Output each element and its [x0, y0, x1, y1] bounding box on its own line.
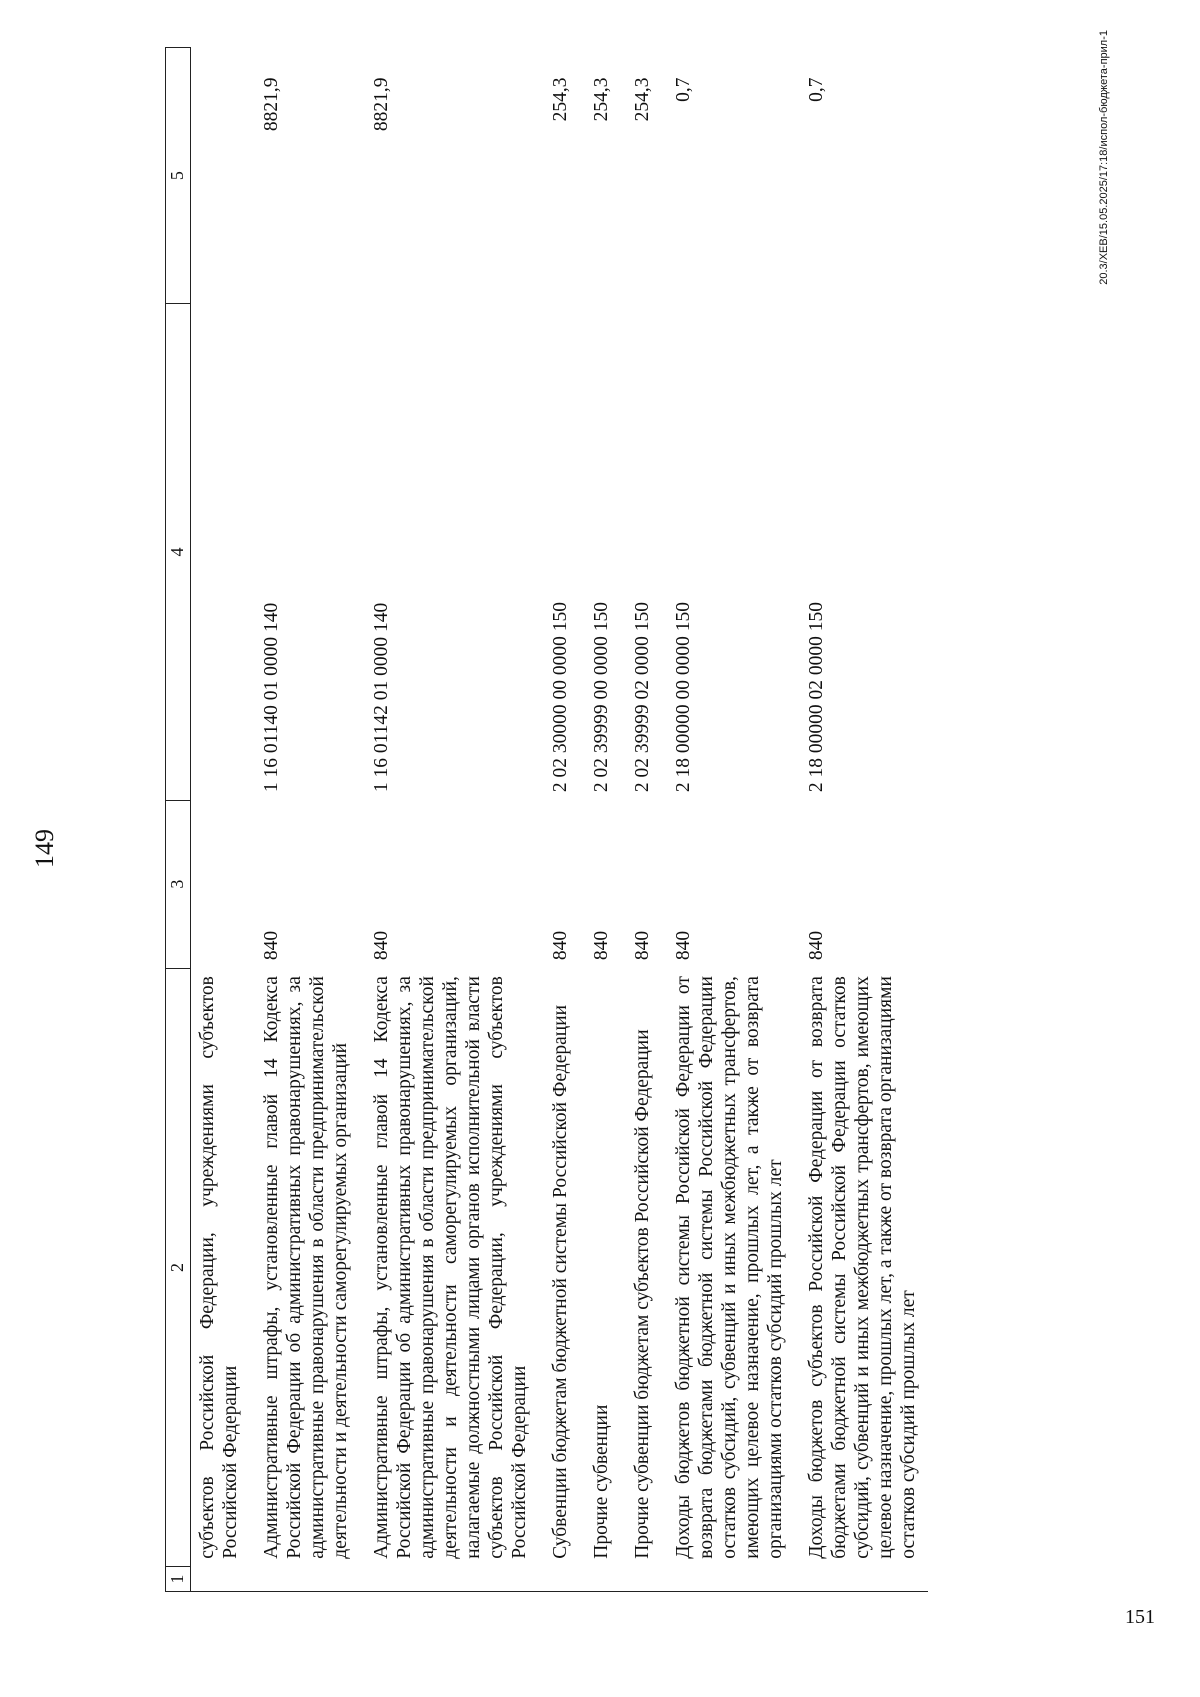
header-col-1: 1 — [166, 1567, 191, 1592]
table-row — [795, 48, 928, 1592]
row-admin: 840 — [673, 930, 694, 961]
row-code: 2 18 00000 00 0000 150 — [673, 602, 694, 793]
row-value — [191, 48, 251, 304]
row-admin: 840 — [806, 930, 827, 961]
table-row — [360, 48, 539, 1592]
row-value: 0,7 — [673, 77, 694, 102]
table-row — [621, 48, 662, 1592]
header-col-4: 4 — [166, 304, 191, 800]
table-row — [580, 48, 621, 1592]
row-admin: 840 — [632, 930, 653, 961]
row-value: 8821,9 — [261, 77, 282, 132]
row-name: Доходы бюджетов бюджетной системы Российской Федерации от возврата бюджетами бюджетной системы Российской Федерации остатков субсидий, субвенций и иных межбюджетных трансфертов, имеющих целевое назначение, прошлых лет, а также от возврата организациями остатков субсидий прошлых лет — [673, 976, 786, 1559]
header-col-3: 3 — [166, 800, 191, 968]
row-admin: 840 — [550, 930, 571, 961]
row-value: 254,3 — [550, 77, 571, 122]
document-stamp: 20.3/XEB/15.05.2025/17:18/испол-бюджета-прил-1 — [1098, 30, 1110, 285]
row-name: Административные штрафы, установленные главой 14 Кодекса Российской Федерации об административных правонарушениях, за административные правонарушения в области предпринимательской деятельности и деятельности саморегулируемых организаций, налагаемые должностными лицами органов исполнительной власти субъектов Российской Федерации, учреждениями субъектов Российской Федерации — [371, 976, 530, 1559]
row-name: Доходы бюджетов субъектов Российской Федерации от возврата бюджетами бюджетной системы Российской Федерации остатков субсидий, субвенций и иных межбюджетных трансфертов, имеющих целевое назначение, прошлых лет, а также от возврата организациями остатков субсидий прошлых лет — [806, 976, 919, 1559]
row-name: Прочие субвенции — [591, 1404, 612, 1559]
row-name: Административные штрафы, установленные главой 14 Кодекса Российской Федерации об административных правонарушениях, за административные правонарушения в области предпринимательской деятельности и деятельности саморегулируемых организаций — [261, 976, 351, 1559]
row-value: 254,3 — [591, 77, 612, 122]
header-col-5: 5 — [166, 48, 191, 304]
row-admin — [191, 800, 251, 968]
row-code: 2 18 00000 02 0000 150 — [806, 602, 827, 793]
row-name: субъектов Российской Федерации, учреждениями субъектов Российской Федерации — [197, 976, 241, 1559]
page-number-bottom: 151 — [1125, 1606, 1155, 1628]
header-col-2: 2 — [166, 968, 191, 1567]
budget-table — [165, 47, 928, 1592]
row-value: 254,3 — [632, 77, 653, 122]
row-admin: 840 — [261, 930, 282, 961]
row-code — [191, 304, 251, 800]
row-code: 2 02 30000 00 0000 150 — [550, 602, 571, 793]
table-row — [662, 48, 795, 1592]
row-admin: 840 — [371, 930, 392, 961]
row-code: 2 02 39999 00 0000 150 — [591, 602, 612, 793]
row-value: 0,7 — [806, 77, 827, 102]
row-code: 2 02 39999 02 0000 150 — [632, 602, 653, 793]
row-code: 1 16 01142 01 0000 140 — [371, 602, 392, 793]
page-number-top: 149 — [30, 829, 59, 868]
row-name: Прочие субвенции бюджетам субъектов Российской Федерации — [632, 1029, 653, 1559]
table-header-row — [166, 48, 191, 1592]
row-admin: 840 — [591, 930, 612, 961]
row-code: 1 16 01140 01 0000 140 — [261, 602, 282, 793]
table-row — [250, 48, 360, 1592]
table-row — [539, 48, 580, 1592]
row-name: Субвенции бюджетам бюджетной системы Российской Федерации — [550, 1004, 571, 1559]
table-row — [191, 48, 251, 1592]
row-value: 8821,9 — [371, 77, 392, 132]
